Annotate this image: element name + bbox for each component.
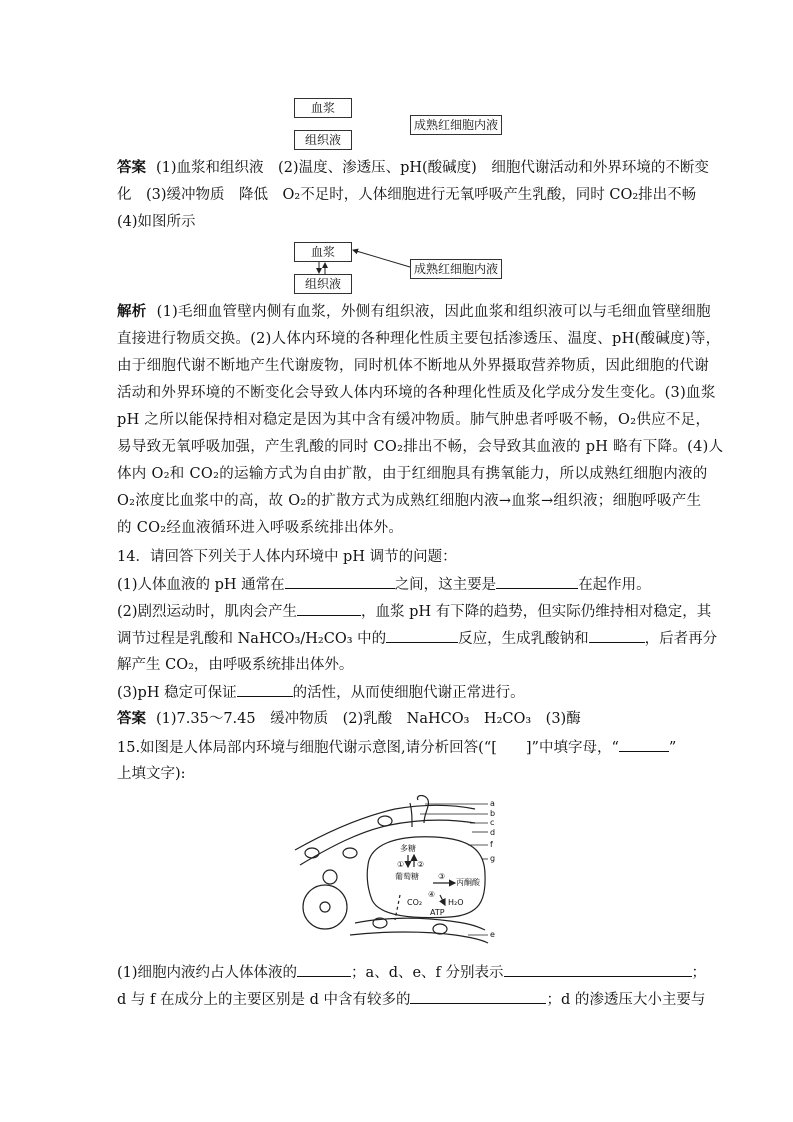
answer-label: 答案: [117, 160, 146, 176]
q15-p1c: ；: [691, 965, 707, 981]
q14-p3a: (3)pH 稳定可保证: [117, 685, 237, 701]
blood-cell-left: [305, 848, 319, 858]
analysis13-text9: 的 CO₂经血液循环进入呼吸系统排出体外。: [117, 520, 404, 536]
q14-title: [117, 545, 687, 569]
figure15: [290, 795, 505, 950]
fig-step2: ②: [417, 860, 425, 869]
q14-p2e: ，后者再分: [644, 631, 718, 647]
q14-part3: [117, 680, 687, 705]
analysis13-line7: [117, 462, 708, 486]
q15-p1b: ；a、d、e、f 分别表示: [351, 965, 504, 981]
fig-label-d: d: [490, 828, 496, 837]
q15-title1: 15.如图是人体局部内环境与细胞代谢示意图,请分析回答(“[ ]”中填字母，“: [117, 740, 619, 756]
analysis13-line2: [117, 327, 721, 351]
diagram2-tissue-fluid-box: 组织液: [294, 274, 352, 294]
q14-title-text: 14．请回答下列关于人体内环境中 pH 调节的问题：: [117, 549, 457, 565]
analysis13-line6: [117, 435, 724, 459]
q14-blank2[interactable]: [496, 572, 578, 589]
q14-p2f: 解产生 CO₂，由呼吸系统排出体外。: [117, 657, 354, 673]
analysis13-text1: (1)毛细血管壁内侧有血浆，外侧有组织液，因此血浆和组织液可以与毛细血管壁细胞: [156, 304, 711, 320]
analysis13-text4: 活动和外界环境的不断变化会导致人体内环境的各种理化性质及化学成分发生变化。(3)血浆: [117, 385, 716, 401]
answer13-text1: (1)血浆和组织液 (2)温度、渗透压、pH(酸碱度) 细胞代谢活动和外界环境的不断变: [156, 160, 709, 176]
q15-blank2[interactable]: [504, 960, 692, 977]
q14-p2a: (2)剧烈运动时，肌肉会产生: [117, 604, 298, 620]
blood-cell-bottom2: [433, 924, 447, 934]
q14-p1b: 之间，这主要是: [394, 577, 497, 593]
q15-title-blank: [619, 735, 669, 752]
answer13-text3: (4)如图所示: [117, 214, 196, 230]
analysis13-line5: [117, 408, 711, 432]
q15-title1b: ”: [668, 740, 677, 756]
capillary-outer-bottom: [350, 932, 488, 943]
analysis13-text5: pH 之所以能保持相对稳定是因为其中含有缓冲物质。肺气肿患者呼吸不畅，O₂供应不足，: [117, 412, 711, 428]
answer13-line1: [117, 156, 709, 180]
answer13-line2: [117, 183, 697, 207]
q14-blank3[interactable]: [297, 599, 361, 616]
diagram2-arrows: [290, 240, 420, 300]
q15-p2b: ；d 的渗透压大小主要与: [546, 992, 706, 1008]
q14-p1a: (1)人体血液的 pH 通常在: [117, 577, 285, 593]
fig-co2: CO₂: [407, 898, 423, 907]
diagram1-plasma-box: 血浆: [294, 98, 352, 118]
q15-part1: [117, 960, 707, 985]
q15-title-line2: [117, 762, 687, 786]
q14-answer-label: 答案: [117, 711, 146, 727]
arrow-rbc-to-plasma: [353, 250, 410, 267]
answer13-line3: [117, 210, 687, 234]
analysis-label: 解析: [117, 304, 147, 320]
fig-label-g: g: [490, 854, 496, 863]
q15-part2: [117, 987, 706, 1012]
fig-step3: ③: [438, 872, 446, 881]
q14-p2d: 反应，生成乳酸钠和: [458, 631, 589, 647]
analysis13-line1: [117, 300, 711, 324]
tissue-cell-left: [303, 885, 347, 929]
q15-p2a: d 与 f 在成分上的主要区别是 d 中含有较多的: [117, 992, 411, 1008]
q14-blank6[interactable]: [237, 680, 293, 697]
blood-cell-top: [378, 816, 392, 826]
diagram2-plasma-box: 血浆: [294, 242, 352, 262]
analysis13-line9: [117, 516, 687, 540]
q14-answer: [117, 707, 687, 731]
q15-blank1[interactable]: [297, 960, 351, 977]
q14-p3b: 的活性，从而使细胞代谢正常进行。: [292, 685, 525, 701]
q15-p1a: (1)细胞内液约占人体体液的: [117, 965, 298, 981]
diffusion-dashed: [395, 895, 400, 920]
analysis13-text3: 由于细胞代谢不断地产生代谢废物，同时机体不断地从外界摄取营养物质，因此细胞的代谢: [117, 358, 709, 374]
analysis13-line3: [117, 354, 709, 378]
tissue-cell-left-nucleus: [320, 902, 330, 912]
analysis13-line8: [117, 489, 702, 513]
fig-label-f: f: [490, 840, 493, 849]
analysis13-text7: 体内 O₂和 CO₂的运输方式为自由扩散，由于红细胞具有携氧能力，所以成熟红细胞内液的: [117, 466, 708, 482]
analysis13-text2: 直接进行物质交换。(2)人体内环境的各种理化性质主要包括渗透压、温度、pH(酸碱度)等，: [117, 331, 721, 347]
analysis13-text6: 易导致无氧呼吸加强，产生乳酸的同时 CO₂排出不畅，会导致其血液的 pH 略有下降。(4)人: [117, 439, 724, 455]
q14-part2-line2: [117, 626, 718, 651]
diagram1-tissue-fluid-box: 组织液: [294, 130, 352, 150]
q14-answer-text: (1)7.35～7.45 缓冲物质 (2)乳酸 NaHCO₃ H₂CO₃ (3)酶: [156, 711, 581, 727]
q14-part1: [117, 572, 687, 597]
fig-step1: ①: [397, 860, 405, 869]
fig-polysaccharide: 多糖: [400, 844, 416, 853]
fig-step4: ④: [428, 890, 436, 899]
q14-blank1[interactable]: [285, 572, 395, 589]
q15-title2: 上填文字):: [117, 766, 186, 782]
q15-title-line1: [117, 735, 687, 760]
q14-part2-line1: [117, 599, 712, 624]
q14-p2b: ，血浆 pH 有下降的趋势，但实际仍维持相对稳定，其: [361, 604, 712, 620]
q14-part2-line3: [117, 653, 687, 677]
tissue-cell-top: [323, 870, 337, 884]
fig-atp: ATP: [430, 908, 445, 917]
q14-p1c: 在起作用。: [578, 577, 651, 593]
fig-glucose: 葡萄糖: [395, 872, 419, 881]
blood-cell-mid: [343, 848, 357, 858]
fig-label-c: c: [490, 818, 495, 827]
q14-blank5[interactable]: [589, 626, 645, 643]
q14-blank4[interactable]: [386, 626, 458, 643]
fig-h2o: H₂O: [448, 898, 464, 907]
fig-label-e: e: [490, 930, 495, 939]
fig-label-b: b: [490, 809, 496, 818]
fig-label-a: a: [490, 799, 495, 808]
diagram2-rbc-box: 成熟红细胞内液: [410, 259, 502, 279]
fig-pyruvate: 丙酮酸: [456, 878, 480, 887]
lymph-vessel-top: [417, 795, 428, 823]
q14-p2c: 调节过程是乳酸和 NaHCO₃/H₂CO₃ 中的: [117, 631, 387, 647]
q15-blank3[interactable]: [410, 987, 546, 1004]
analysis13-text8: O₂浓度比血浆中的高，故 O₂的扩散方式为成熟红细胞内液→血浆→组织液；细胞呼吸产生: [117, 493, 702, 509]
answer13-text2: 化 (3)缓冲物质 降低 O₂不足时，人体细胞进行无氧呼吸产生乳酸，同时 CO₂排出不畅: [117, 187, 697, 203]
analysis13-line4: [117, 381, 716, 405]
diagram1-rbc-box: 成熟红细胞内液: [410, 115, 502, 135]
